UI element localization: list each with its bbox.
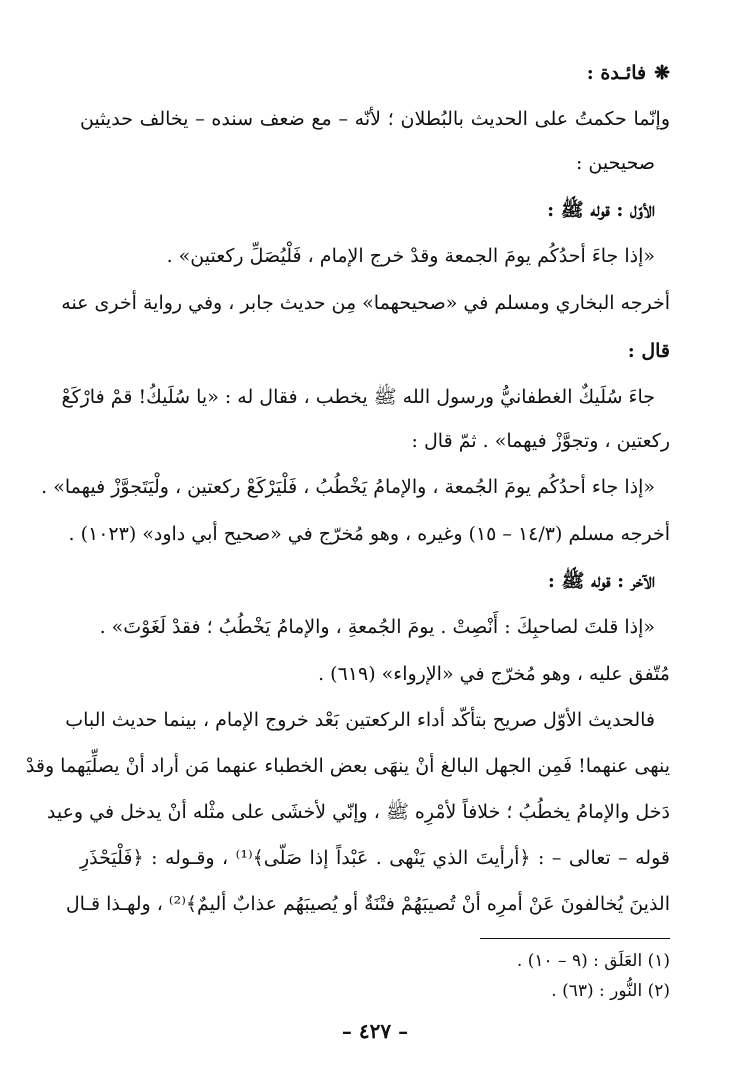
hadith-quote-2: «إذا جاء أحدُكُم يومَ الجُمعة ، والإمامُ يَخْطُبُ ، فَلْيَرْكَعْ ركعتين ، ولْيَتَجوَّزْ فيهما» . <box>41 476 655 498</box>
takhrij-line-2: مُتّفق عليه ، وهو مُخرّج في «الإرواء» (٦١٩) . <box>318 663 670 685</box>
body-line-14: فالحديث الأوّل صريح بتأكّد أداء الركعتين بَعْد خروج الإمام ، بينما حديث الباب <box>65 709 655 731</box>
body-line-2: صحيحين : <box>575 152 655 174</box>
body-line-16: دَخل والإمامُ يخطُبُ ؛ خلافاً لأمْرِه ﷺ ، وإنّي لأخشَى على مثْله أنْ يدخل في وعيد <box>46 801 670 823</box>
footnote-1: (١) العَلَق : (٩ – ١٠) . <box>516 951 670 971</box>
hadith-narration-2: ركعتين ، وتجوَّزْ فيهما» . ثمّ قال : <box>411 430 670 452</box>
body-line-1: وإنّما حكمتُ على الحديث بالبُطلان ؛ لأنّه – مع ضعف سنده – يخالف حديثين <box>80 108 670 130</box>
first-hadith-label: الأوّل : قوله ﷺ : <box>547 199 655 221</box>
body-line-15: ينهى عنهما! فَمِن الجهل البالغ أنْ ينهَى بعض الخطباء عنهما مَن أراد أنْ يصلِّيَهما وقدْ <box>25 755 670 777</box>
body-line-18: الذينَ يُخالفونَ عَنْ أمرِه أنْ تُصيبَهُمْ فتْنَةٌ أو يُصيبَهُم عذابٌ أليمٌ﴾⁽²⁾ ، ولهـذا قـال <box>65 893 670 915</box>
section-heading <box>80 60 670 86</box>
hadith-quote-1: «إذا جاءَ أحدُكُم يومَ الجمعة وقدْ خرج الإمام ، فَلْيُصَلِّ ركعتين» . <box>166 245 655 267</box>
hadith-narration-1: جاءَ سُلَيكٌ الغطفانيُّ ورسول الله ﷺ يخطب ، فقال له : «يا سُلَيكُ! قمْ فارْكَعْ <box>61 386 655 408</box>
hadith-quote-3: «إذا قلتَ لصاحبِكَ : أَنْصِتْ . يومَ الجُمعةِ ، والإمامُ يَخْطُبُ ؛ فقدْ لَغَوْتَ» . <box>99 616 655 638</box>
body-line-17: قوله – تعالى – : ﴿أرأيتَ الذي يَنْهى . عَبْداً إذا صَلّى﴾⁽¹⁾ ، وقـوله : ﴿فَلْيَحْذَرِ <box>80 847 670 869</box>
heading-title: فائـدة : <box>586 62 647 84</box>
asterism-icon: ❋ <box>654 62 670 84</box>
takhrij-line-1: أخرجه مسلم (١٤/٣ – ١٥) وغيره ، وهو مُخرّج في «صحيح أبي داود» (١٠٢٣) . <box>68 523 670 545</box>
footnote-separator <box>480 938 670 939</box>
body-line-5: أخرجه البخاري ومسلم في «صحيحهما» مِن حديث جابر ، وفي رواية أخرى عنه <box>61 292 670 314</box>
second-hadith-label: الآخر : قوله ﷺ : <box>547 570 655 592</box>
page-number: – ٤٢٧ – <box>341 1019 409 1043</box>
body-line-6: قال : <box>627 340 670 362</box>
footnote-2: (٢) النُّور : (٦٣) . <box>551 981 670 1001</box>
